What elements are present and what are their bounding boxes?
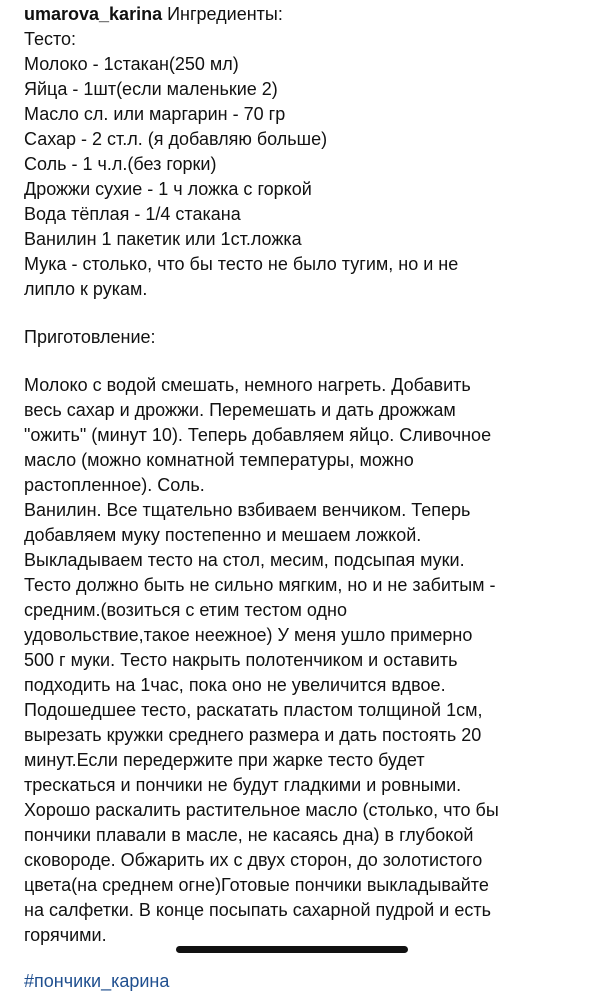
- preparation-steps: [24, 373, 592, 948]
- ingredient-line: Яйца - 1шт(если маленькие 2): [24, 79, 278, 99]
- hashtag-link[interactable]: #пончики_карина: [24, 971, 170, 991]
- ingredient-line: Вода тёплая - 1/4 стакана: [24, 204, 241, 224]
- post-caption: [24, 2, 592, 994]
- ingredient-line: Мука - столько, что бы тесто не было тугим, но и не: [24, 254, 459, 274]
- ingredient-line: Дрожжи сухие - 1 ч ложка с горкой: [24, 179, 312, 199]
- ingredient-line: Ванилин 1 пакетик или 1ст.ложка: [24, 229, 302, 249]
- step-line: пончики плавали в масле, не касаясь дна) в глубокой: [24, 825, 474, 845]
- step-line: Молоко с водой смешать, немного нагреть. Добавить: [24, 375, 471, 395]
- step-line: удовольствие,такое неежное) У меня ушло примерно: [24, 625, 473, 645]
- step-line: Подошедшее тесто, раскатать пластом толщиной 1см,: [24, 700, 483, 720]
- step-line: трескаться и пончики не будут гладкими и ровными.: [24, 775, 462, 795]
- ingredient-line: липло к рукам.: [24, 279, 148, 299]
- ingredient-line: Масло сл. или маргарин - 70 гр: [24, 104, 286, 124]
- step-line: на салфетки. В конце посыпать сахарной пудрой и есть: [24, 900, 491, 920]
- step-line: Тесто должно быть не сильно мягким, но и не забитым -: [24, 575, 496, 595]
- step-line: масло (можно комнатной температуры, можно: [24, 450, 414, 470]
- step-line: добавляем муку постепенно и мешаем ложкой.: [24, 525, 422, 545]
- ingredient-line: Молоко - 1стакан(250 мл): [24, 54, 239, 74]
- step-line: Ванилин. Все тщательно взбиваем венчиком. Теперь: [24, 500, 471, 520]
- caption-title-line: [24, 2, 592, 27]
- step-line: минут.Если передержите при жарке тесто будет: [24, 750, 425, 770]
- step-line: подходить на 1час, пока оно не увеличится вдвое.: [24, 675, 446, 695]
- step-line: Хорошо раскалить растительное масло (столько, что бы: [24, 800, 499, 820]
- ingredient-line: Соль - 1 ч.л.(без горки): [24, 154, 217, 174]
- step-line: "ожить" (минут 10). Теперь добавляем яйцо. Сливочное: [24, 425, 492, 445]
- step-line: средним.(возиться с етим тестом одно: [24, 600, 347, 620]
- step-line: весь сахар и дрожжи. Перемешать и дать дрожжам: [24, 400, 456, 420]
- spacer: [24, 302, 592, 325]
- ingredients-list: [24, 52, 592, 302]
- ingredient-line: Сахар - 2 ст.л. (я добавляю больше): [24, 129, 328, 149]
- username-link[interactable]: umarova_karina: [24, 4, 163, 24]
- step-line: растопленное). Соль.: [24, 475, 205, 495]
- step-line: 500 г муки. Тесто накрыть полотенчиком и оставить: [24, 650, 458, 670]
- step-line: сковороде. Обжарить их с двух сторон, до золотистого: [24, 850, 483, 870]
- home-indicator[interactable]: [176, 946, 408, 953]
- step-line: цвета(на среднем огне)Готовые пончики выкладывайте: [24, 875, 489, 895]
- spacer: [24, 350, 592, 373]
- caption-title: Ингредиенты:: [167, 4, 283, 24]
- preparation-header: Приготовление:: [24, 327, 156, 347]
- step-line: вырезать кружки среднего размера и дать постоять 20: [24, 725, 482, 745]
- ingredients-header: Тесто:: [24, 29, 77, 49]
- step-line: Выкладываем тесто на стол, месим, подсыпая муки.: [24, 550, 465, 570]
- step-line: горячими.: [24, 925, 107, 945]
